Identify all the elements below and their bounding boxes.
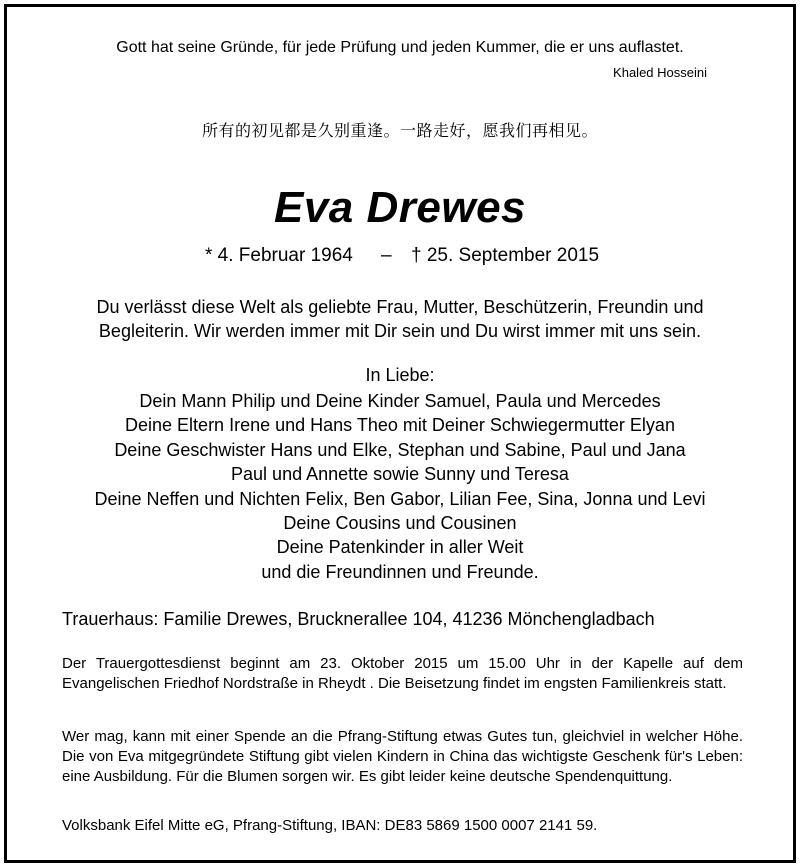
quote-author: Khaled Hosseini bbox=[613, 65, 707, 80]
family-line: Dein Mann Philip und Deine Kinder Samuel, Paula und Mercedes bbox=[139, 391, 661, 411]
family-line: Paul und Annette sowie Sunny und Teresa bbox=[231, 464, 569, 485]
birth-date: * 4. Februar 1964 bbox=[205, 245, 353, 266]
intro-text bbox=[7, 295, 793, 343]
family-line: Deine Geschwister Hans und Elke, Stephan und Sabine, Paul und Jana bbox=[114, 439, 686, 460]
obituary-notice bbox=[4, 4, 796, 863]
family-list bbox=[7, 389, 793, 584]
family-line: Deine Cousins und Cousinen bbox=[283, 513, 517, 534]
chinese-farewell: 所有的初见都是久别重逢。一路走好，愿我们再相见。 bbox=[201, 121, 598, 140]
death-date: † 25. September 2015 bbox=[411, 245, 600, 266]
bank-details: Volksbank Eifel Mitte eG, Pfrang-Stiftung, IBAN: DE83 5869 1500 0007 2141 59. bbox=[62, 817, 598, 834]
quote-text: Gott hat seine Gründe, für jede Prüfung und jeden Kummer, die er uns auflastet. bbox=[116, 39, 684, 56]
intro-line: Du verlässt diese Welt als geliebte Frau, Mutter, Beschützerin, Freundin und bbox=[96, 297, 704, 317]
funeral-service-paragraph: Der Trauergottesdienst beginnt am 23. Oktober 2015 um 15.00 Uhr in der Kapelle auf dem Evangelischen Friedhof Nordstraße in Rheydt . Die Beisetzung findet im engsten Familienkreis statt. bbox=[62, 655, 743, 692]
deceased-name: Eva Drewes bbox=[273, 183, 527, 232]
family-line: und die Freundinnen und Freunde. bbox=[261, 561, 539, 582]
family-line: Deine Neffen und Nichten Felix, Ben Gabor, Lilian Fee, Sina, Jonna und Levi bbox=[94, 488, 706, 509]
mourning-house-address: Trauerhaus: Familie Drewes, Brucknerallee 104, 41236 Mönchengladbach bbox=[62, 609, 655, 629]
donation-paragraph: Wer mag, kann mit einer Spende an die Pfrang-Stiftung etwas Gutes tun, gleichviel in welcher Höhe. Die von Eva mitgegründete Stiftung gibt vielen Kindern in China das wichtigste Geschenk für's Leben: eine Ausbildung. Für die Blumen sorgen wir. Es gibt leider keine deutsche Spendenquittung. bbox=[62, 728, 743, 785]
intro-line: Begleiterin. Wir werden immer mit Dir sein und Du wirst immer mit uns sein. bbox=[98, 321, 702, 341]
family-line: Deine Eltern Irene und Hans Theo mit Deiner Schwiegermutter Elyan bbox=[125, 415, 675, 436]
in-love-heading: In Liebe: bbox=[365, 365, 435, 385]
family-line: Deine Patenkinder in aller Weit bbox=[276, 537, 524, 558]
date-separator: – bbox=[381, 245, 392, 266]
